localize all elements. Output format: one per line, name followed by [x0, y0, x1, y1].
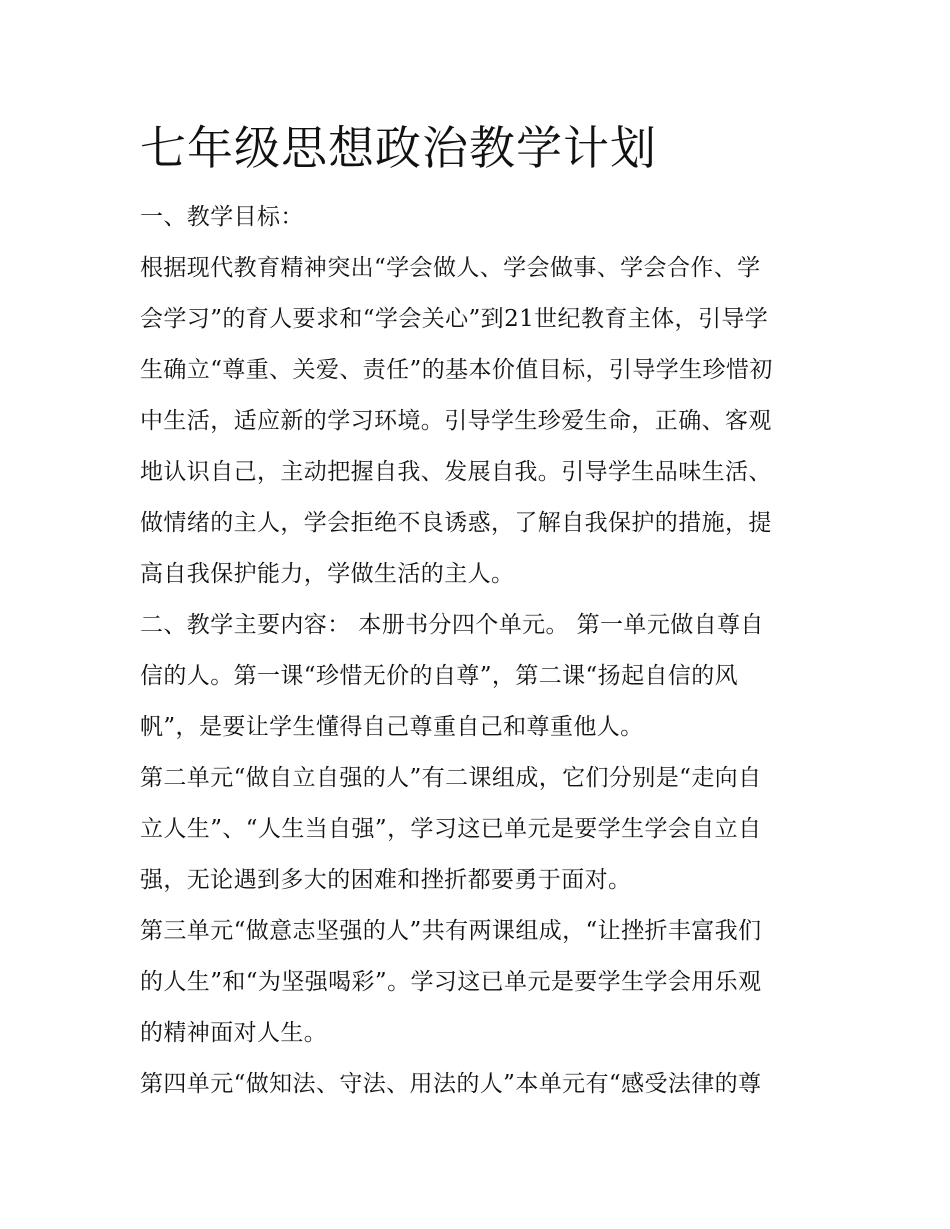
text-line: 信的人。第一课“珍惜无价的自尊”，第二课“扬起自信的风 [140, 663, 739, 689]
text-line: 中生活，适应新的学习环境。引导学生珍爱生命，正确、客观 [140, 408, 772, 434]
page-title: 七年级思想政治教学计划 [140, 121, 657, 175]
text-line: 高自我保护能力，学做生活的主人。 [140, 561, 515, 587]
text-line: 第二单元“做自立自强的人”有二课组成，它们分别是“走向自 [140, 765, 762, 791]
document-body [140, 112, 820, 1110]
text-line: 第三单元“做意志坚强的人”共有两课组成，“让挫折丰富我们 [140, 918, 762, 944]
text-line: 一、教学目标： [140, 204, 304, 230]
text-line: 帆”，是要让学生懂得自己尊重自己和尊重他人。 [140, 714, 644, 740]
text-line: 第四单元“做知法、守法、用法的人”本单元有“感受法律的尊 [140, 1071, 762, 1097]
text-line: 地认识自己，主动把握自我、发展自我。引导学生品味生活、 [140, 459, 772, 485]
text-line: 会学习”的育人要求和“学会关心”到21世纪教育主体，引导学 [140, 306, 769, 332]
text-line: 生确立“尊重、关爱、责任”的基本价值目标，引导学生珍惜初 [140, 357, 773, 383]
text-line: 做情绪的主人，学会拒绝不良诱惑，了解自我保护的措施，提 [140, 510, 772, 536]
text-line: 的人生”和“为坚强喝彩”。学习这已单元是要学生学会用乐观 [140, 969, 762, 995]
text-line: 的精神面对人生。 [140, 1020, 328, 1046]
text-line: 根据现代教育精神突出“学会做人、学会做事、学会合作、学 [140, 255, 761, 281]
text-line: 强，无论遇到多大的困难和挫折都要勇于面对。 [140, 867, 632, 893]
text-line: 立人生”、“人生当自强”，学习这已单元是要学生学会自立自 [140, 816, 762, 842]
text-line: 二、教学主要内容： 本册书分四个单元。 第一单元做自尊自 [140, 612, 764, 638]
